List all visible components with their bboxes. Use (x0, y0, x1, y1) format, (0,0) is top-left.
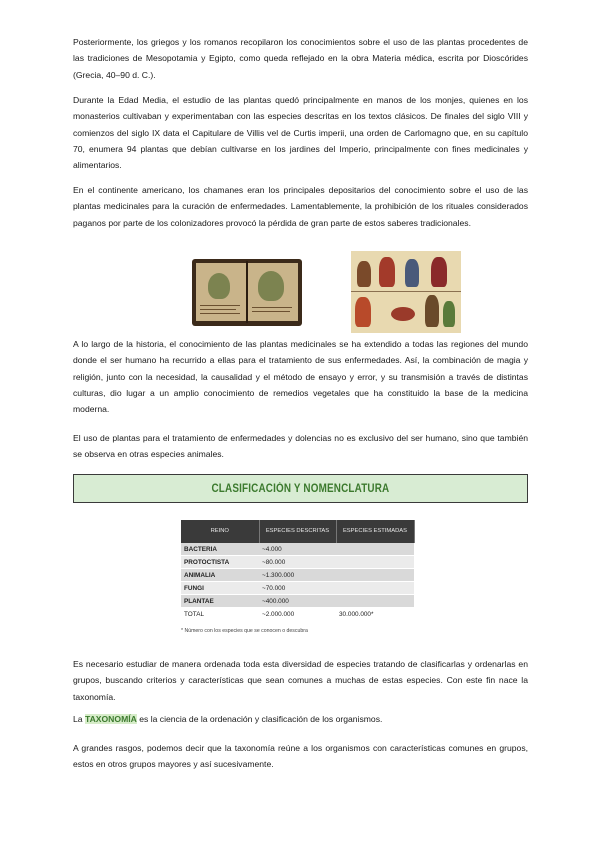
table-cell: PROTOCTISTA (181, 556, 259, 569)
paragraph-greeks-romans: Posteriormente, los griegos y los romanos recopilaron los conocimientos sobre el uso de las plantas procedentes de las tradiciones de Mesopotamia y Egipto, como queda reflejado en la obra Materia médica, escrita por Dioscórides (Grecia, 40–90 d. C.). (73, 37, 528, 80)
table-cell: ~70.000 (259, 582, 336, 595)
table-footnote: * Número con los especies que se conocen o descubra (181, 628, 308, 634)
table-cell (336, 595, 414, 608)
table-cell (336, 569, 414, 582)
table-row (181, 595, 414, 608)
illustrations (73, 251, 528, 336)
medieval-scene-image (351, 251, 461, 333)
table-cell: FUNGI (181, 582, 259, 595)
paragraph-animals: El uso de plantas para el tratamiento de enfermedades y dolencias no es exclusivo del ser humano, sino que también se observa en otras especies animales. (73, 433, 528, 460)
table-cell: ~1.300.000 (259, 569, 336, 582)
species-table (181, 520, 415, 621)
section-heading-banner (73, 474, 528, 503)
text-suffix: es la ciencia de la ordenación y clasificación de los organismos. (136, 714, 383, 724)
paragraph-america: En el continente americano, los chamanes eran los principales depositarios del conocimiento sobre el uso de las plantas medicinales para la curación de enfermedades. Lamentablemente, la prohibición de los rituales considerados paganos por parte de los colonizadores provocó la pérdida de gran parte de estos saberes tradicionales. (73, 185, 528, 228)
table-cell: ~80.000 (259, 556, 336, 569)
section-title: CLASIFICACIÓN Y NOMENCLATURA (211, 482, 390, 495)
table-cell: ~400.000 (259, 595, 336, 608)
paragraph-taxonomy-groups: A grandes rasgos, podemos decir que la taxonomía reúne a los organismos con características comunes en grupos, estos en otros grupos mayores y así sucesivamente. (73, 743, 528, 770)
table-header-cell: ESPECIES ESTIMADAS (336, 520, 414, 543)
table-cell: PLANTAE (181, 595, 259, 608)
table-header-row (181, 520, 414, 543)
table-cell (336, 543, 414, 556)
highlighted-term: TAXONOMÍA (84, 714, 137, 724)
text-prefix: La (73, 714, 85, 724)
table-header-cell: REINO (181, 520, 259, 543)
paragraph-taxonomy-definition (73, 711, 382, 727)
table-cell: TOTAL (181, 608, 259, 621)
table-cell (336, 556, 414, 569)
table-row (181, 582, 414, 595)
table-row (181, 543, 414, 556)
table-cell: ANIMALIA (181, 569, 259, 582)
table-row (181, 556, 414, 569)
table-cell: ~4.000 (259, 543, 336, 556)
table-row-total (181, 608, 414, 621)
table-header-cell: ESPECIES DESCRITAS (259, 520, 336, 543)
herbal-codex-image (192, 259, 302, 326)
paragraph-history: A lo largo de la historia, el conocimiento de las plantas medicinales se ha extendido a todas las regiones del mundo donde el ser humano ha recurrido a ellas para el tratamiento de sus enfermedades. Así, la combinación de magia y religión, junto con la necesidad, la causalidad y el método de ensayo y error, y su transmisión a través de distintas culturas, dio lugar a un amplio conocimiento de remedios vegetales que ha constituido la base de la medicina moderna. (73, 339, 528, 415)
table-cell: BACTERIA (181, 543, 259, 556)
table-cell: 30.000.000* (336, 608, 414, 621)
paragraph-classification: Es necesario estudiar de manera ordenada toda esta diversidad de especies tratando de clasificarlas y ordenarlas en grupos, buscando criterios y características que sean comunes a muchas de estas especies. Con este fin nace la taxonomía. (73, 659, 528, 702)
table-cell (336, 582, 414, 595)
table-cell: ~2.000.000 (259, 608, 336, 621)
table-row (181, 569, 414, 582)
paragraph-middle-ages: Durante la Edad Media, el estudio de las plantas quedó principalmente en manos de los monjes, quienes en los monasterios cultivaban y experimentaban con las especies descritas en los textos clásicos. De finales del siglo VIII y comienzos del siglo IX data el Capitulare de Villis vel de Curtis imperii, una orden de Carlomagno que, en su capítulo 70, enumera 94 plantas que debían cultivarse en los jardines del Imperio, principalmente con fines medicinales y alimentarios. (73, 95, 528, 171)
